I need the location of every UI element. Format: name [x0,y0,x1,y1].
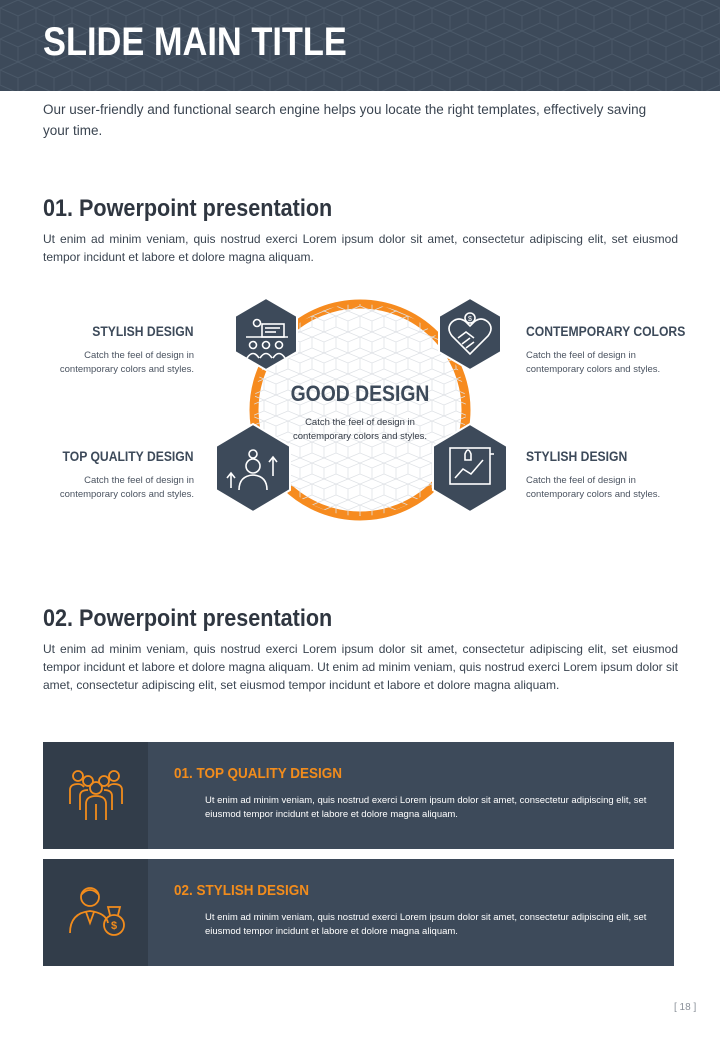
feature-desc-1: Catch the feel of design in contemporary colors and styles. [59,350,194,375]
page-title: SLIDE MAIN TITLE [43,20,347,64]
card-1-body: Ut enim ad minim veniam, quis nostrud exerci Lorem ipsum dolor sit amet, consectetur adipiscing elit, set eiusmod tempor incidunt et labore et dolore magna aliquam. [205,795,647,820]
card-2 [43,859,674,966]
svg-text:$: $ [110,920,118,932]
feature-desc-2: Catch the feel of design in contemporary colors and styles. [526,350,661,375]
card-1-icon-box [43,742,148,849]
businessman-money-icon [68,881,132,941]
card-2-icon-box [43,859,148,966]
card-2-body: Ut enim ad minim veniam, quis nostrud exerci Lorem ipsum dolor sit amet, consectetur adipiscing elit, set eiusmod tempor incidunt et labore et dolore magna aliquam. [205,912,647,937]
section1-title: 01. Powerpoint presentation [43,195,333,222]
center-title: GOOD DESIGN [290,381,430,406]
feature-title-3: TOP QUALITY DESIGN [63,449,194,464]
section2-title: 02. Powerpoint presentation [43,605,333,632]
header-banner [0,0,720,91]
svg-text:$: $ [468,316,472,323]
feature-desc-4: Catch the feel of design in contemporary colors and styles. [526,475,661,500]
intro-text: Our user-friendly and functional search engine helps you locate the right templates, effectively saving your time. [43,102,647,138]
page-number: [ 18 ] [674,1002,697,1013]
team-group-icon [68,764,124,824]
card-1 [43,742,674,849]
center-desc: Catch the feel of design in contemporary colors and styles. [292,417,428,442]
card-1-title: 01. TOP QUALITY DESIGN [174,765,343,782]
card-2-title: 02. STYLISH DESIGN [174,882,310,899]
section1-body: Ut enim ad minim veniam, quis nostrud exerci Lorem ipsum dolor sit amet, consectetur adipiscing elit, set eiusmod tempor incidunt et labore et dolore magna aliquam. [43,232,678,264]
feature-title-4: STYLISH DESIGN [526,449,628,464]
feature-title-2: CONTEMPORARY COLORS [526,324,686,339]
feature-desc-3: Catch the feel of design in contemporary colors and styles. [59,475,194,500]
section2-body: Ut enim ad minim veniam, quis nostrud exerci Lorem ipsum dolor sit amet, consectetur adipiscing elit, set eiusmod tempor incidunt et labore et dolore magna aliquam. Ut enim ad minim veniam, quis nostrud exerci Lorem ipsum dolor sit amet, consectetur adipiscing elit, set eiusmod tempor incidunt et labore et dolore magna aliquam. [43,642,678,692]
feature-title-1: STYLISH DESIGN [92,324,194,339]
good-design-diagram [0,290,720,530]
